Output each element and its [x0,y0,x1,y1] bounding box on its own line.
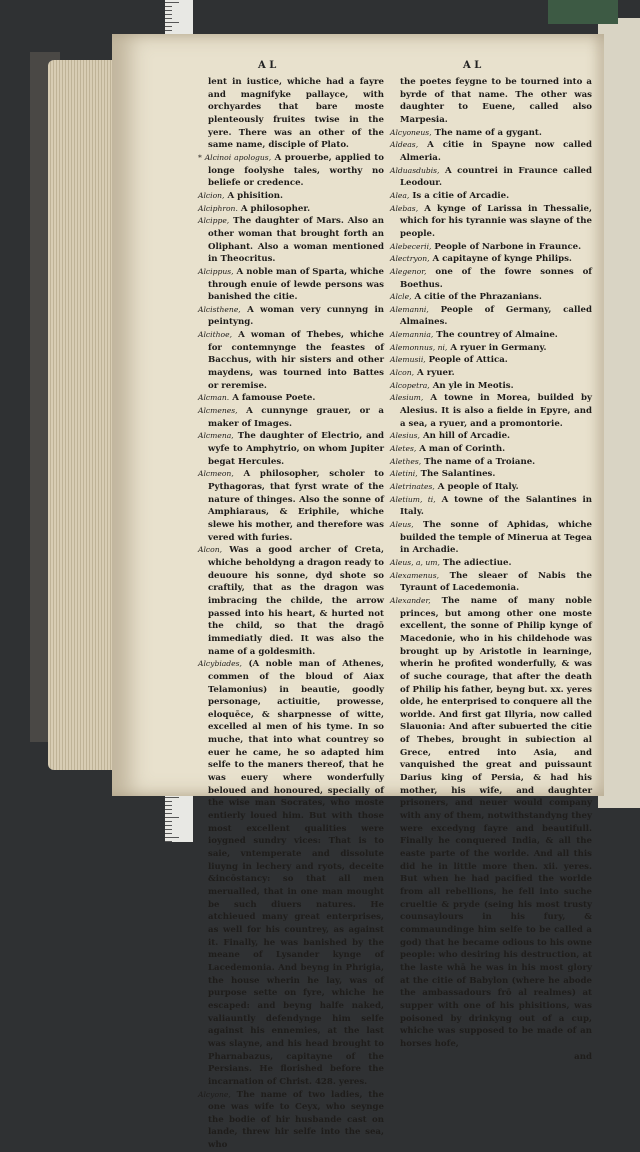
green-cloth [548,0,618,24]
entry-definition: People of Germany, called Almaines. [400,304,592,328]
entry-headword: Alcithoe, [198,330,233,340]
ruler-tick [165,837,179,838]
dictionary-entry [390,203,592,241]
entry-definition: The countrey of Almaine. [436,330,558,341]
dictionary-entry [390,329,592,342]
ruler-tick [165,2,179,3]
dictionary-entry [198,190,384,203]
entry-definition: A towne in Morea, builded by Alesius. It is also a fielde in Epyre, and a sea, a ryuer, and a promontorie. [400,393,593,429]
entry-definition: An hill of Arcadie. [422,431,511,442]
entry-headword: Alcmena, [198,431,234,441]
entry-headword: Alebecerii, [390,241,432,251]
entry-headword: Alegenor, [390,266,427,276]
entry-headword: Alcisthene, [198,304,241,314]
dictionary-entry [198,304,384,329]
entry-definition: A prouerbe, applied to longe foolyshe tales, worthy no beliefe or credence. [208,152,384,189]
ruler-tick [165,817,179,818]
ruler-tick [165,809,172,810]
dictionary-entry [390,392,592,430]
entry-definition: (A noble man of Athenes, commen of the bloud of Aiax Telamonius) in beautie, goodly personage, actiuitie, prowesse, eloquēce, & sharpnesse of witte, excelled al men of his tyme. In so muche, that into what countrey so euer he came, he so adapted him selfe to the maners thereof, that he was euery where wonderfully beloued and honoured, specially of the wise man Socrates, who moste entierly loued him. But with those most excellent qualities were ioygned sundry vices: That is to saie, vntemperate and dissolute liuyng in lechery and ryots, deceite &incōstancy: so that all men merualled, that in one man mought be such diuers natures. He atchieued many great enterprises, as well for his countrey, as against it. Finally, he was banished by the meane of Lysander kynge of Lacedemonia. And beyng in Phrigia, the house wherin he lay, was of purpose sette on fyre, whiche he escaped: and beyng halfe naked, valiauntly defendynge him selfe against his ennemies, at the last was slayne, and his head brought to Pharnabazus, capitayne of the Persians. He florished before the incarnation of Christ. 428. yeres. [208,659,384,1087]
ruler-tick [165,801,172,802]
entry-definition: The adiectiue. [442,557,512,568]
dictionary-entry [390,190,592,203]
ruler-tick [165,18,172,19]
ruler-tick [165,797,179,798]
entry-headword: Alcyoneus, [390,127,432,137]
entry-headword: Alexander, [390,595,431,605]
dictionary-entry [390,443,592,456]
entry-definition: A famouse Poete. [232,393,316,404]
entry-headword: Alesium, [390,393,424,403]
entry-definition: People of Narbone in Fraunce. [434,241,582,252]
entry-headword: Alebas, [390,203,419,213]
dictionary-entry [198,152,384,190]
dictionary-entry [390,139,592,164]
entry-definition: The name of many noble princes, but among other one moste excellent, the sonne of Philip kynge of Macedonie, who in his childehode was brought up by Aristotle in learninge, wherin he profited wonderfully, & was of suche courage, that after the death of Philip his father, beyng but. xx. yeres olde, he enterprised to conquere all the worlde. And first gat Illyria, now called Slauonia: And after subuerted the citie of Thebes, brought in subiection al Grece, entred into Asia, and vanquished the great and puissaunt Darius king of Persia, & had his mother, his wife, and daughter prisoners, and neuer would company with any of them, notwithstandyng they were excedyng fayre and beautifull. Finally he conquered India, & all the easte parte of the worlde. And all this did he in little more then. xii. yeres. But when he had pacified the worlde from all rebellions, he fell into suche crueltie & pryde (seing his most trusty counsaylours in his fury, & commaundinge him selfe to be called a god) that he became odious to his owne people: who desiring his destruction, at the laste whā he was in his most glory at the citie of Babylon (where he abode the ambassadours frō al realmes) at supper with one of his phisitions, was poisoned by drinkyng out of a cup, whiche was supposed to be made of an horses hofe, [400,595,592,1049]
entry-definition: Was a good archer of Creta, whiche beholdyng a dragon ready to deuoure his sonne, dyd shote so craftily, that as the dragon was imbracing the childe, the arrow passed into his heart, & hurted not the child, so that the dragō immediatly died. It was also the name of a goldesmith. [208,545,384,657]
entry-definition: The daughter of Electrio, and wyfe to Amphytrio, on whom Jupiter begat Hercules. [208,431,384,467]
right-column [390,76,592,1063]
entry-headword: Aletium, ti, [390,494,436,504]
entry-headword: Alcman. [198,393,230,403]
entry-definition: lent in iustice, whiche had a fayre and magnifyke pallayce, with orchyardes that bare moste plenteously fruites twise in the yere. There was an other of the same name, disciple of Plato. [208,77,384,151]
entry-definition: The name of a Troiane. [424,456,536,467]
catchword: and [574,1051,592,1062]
entry-headword: Alcippe, [198,216,230,226]
entry-headword: Alcle, [390,292,412,302]
dictionary-entry [390,557,592,570]
dictionary-entry [198,266,384,304]
entry-headword: Alcmenes, [198,406,238,416]
entry-headword: Aleus, a, um, [390,557,440,567]
entry-headword: Alcon, [390,368,415,378]
entry-definition: A people of Italy. [437,482,519,492]
entry-headword: Alemonnus, ni, [390,342,448,352]
dictionary-entry [390,519,592,557]
ruler-tick [165,30,172,31]
dictionary-entry [390,481,592,494]
dictionary-entry [198,329,384,392]
entry-definition: A towne of the Salantines in Italy. [400,494,592,518]
entry-definition: The sonne of Aphidas, whiche builded the temple of Minerua at Tegea in Archadie. [400,519,592,556]
entry-definition: A phisition. [227,190,283,201]
ruler-tick [165,14,172,15]
dictionary-entry [390,494,592,519]
entry-definition: A philosopher, scholer to Pythagoras, that fyrst wrate of the nature of thinges. Also the sonne of Amphiaraus, & Eriphile, whiche slewe his mother, and therefore was vered with furies. [208,469,384,543]
entry-headword: Alemusii, [390,355,426,365]
entry-headword: Alemanni, [390,304,429,314]
dictionary-entry [198,430,384,468]
right-column-entries [390,76,592,1051]
running-head-right: A L [463,60,482,71]
dictionary-entry [390,253,592,266]
entry-headword: Alectryon, [390,254,430,264]
entry-definition: A woman very cunnyng in peintyng. [208,304,384,328]
entry-headword: Alesius, [390,431,420,441]
dictionary-entry [390,165,592,190]
entry-headword: * Alcinoi apologus, [198,152,272,162]
entry-definition: The name of a gygant. [434,127,542,138]
entry-headword: Aletini, [390,469,418,479]
ruler-tick [165,825,172,826]
ruler-tick [165,10,172,11]
entry-definition: A capitayne of kynge Philips. [432,254,572,265]
entry-definition: A ryuer in Germany. [450,342,547,353]
entry-definition: the poetes feygne to be tourned into a byrde of that name. The other was daughter to Euene, called also Marpesia. [400,77,592,125]
entry-headword: Alea, [390,190,410,200]
ruler-tick [165,805,172,806]
entry-definition: A man of Corinth. [419,444,506,455]
entry-headword: Alduasdubis, [390,165,440,175]
ruler-bottom [165,795,193,842]
dictionary-entry [390,456,592,469]
ruler-tick [165,813,172,814]
entry-headword: Alcmeon, [198,469,234,479]
dictionary-entry [390,266,592,291]
ruler-tick [165,26,172,27]
entry-definition: The Salantines. [420,469,496,480]
dictionary-entry [198,215,384,266]
ruler-tick [165,829,172,830]
entry-headword: Alemannia, [390,330,434,340]
dictionary-entry [390,304,592,329]
entry-headword: Alcion, [198,190,225,200]
dictionary-entry [390,291,592,304]
entry-headword: Aletrinates, [390,482,435,491]
page-edges [48,60,120,770]
entry-definition: A citie in Spayne now called Almeria. [400,140,592,163]
entry-headword: Alethes, [390,456,422,466]
ruler-top [165,0,193,36]
ruler-tick [165,833,172,834]
left-column [198,76,384,1152]
entry-definition: People of Attica. [428,355,508,366]
entry-definition: A kynge of Larissa in Thessalie, which for his tyrannie was slayne of the people. [400,203,592,239]
dictionary-entry [198,658,384,1088]
entry-definition: A noble man of Sparta, whiche through enuie of lewde persons was banished the citie. [208,266,384,303]
entry-headword: Aleus, [390,519,414,529]
ruler-tick [165,821,172,822]
facing-page [598,18,640,808]
ruler-tick [165,22,179,23]
entry-definition: A cunnynge grauer, or a maker of Images. [208,406,385,429]
entry-definition: A woman of Thebes, whiche for contemnynge the feastes of Bacchus, with hir sisters and other maydens, was tourned into Battes or reremise. [208,330,384,391]
running-head-left: A L [258,60,277,71]
entry-definition: Is a citie of Arcadie. [412,190,510,201]
entry-definition: An yle in Meotis. [432,380,514,391]
dictionary-entry [198,544,384,658]
dictionary-entry [390,367,592,380]
entry-definition: The daughter of Mars. Also an other woman that brought forth an Oliphant. Also a woman mentioned in Theocritus. [208,216,384,265]
entry-definition: The sleaer of Nabis the Tyraunt of Lacedemonia. [400,570,592,594]
dictionary-entry [390,430,592,443]
entry-definition: A countrei in Fraunce called Leodour. [400,165,592,189]
entry-headword: Alcippus, [198,266,234,276]
dictionary-entry [390,127,592,140]
entry-definition: The name of two ladies, the one was wife to Ceyx, who seynge the bodie of hir husbande cast on lande, threw hir selfe into the sea, who [208,1089,384,1151]
ruler-tick [165,6,172,7]
entry-definition: one of the fowre sonnes of Boethus. [400,266,592,290]
entry-headword: Alcyone, [198,1089,231,1099]
dictionary-entry [198,392,384,405]
entry-headword: Aletes, [390,444,417,454]
dictionary-entry [390,76,592,127]
entry-headword: Alcopetra, [390,380,430,390]
entry-headword: Alcybiades, [198,659,242,669]
dictionary-entry [390,354,592,367]
dictionary-entry [390,570,592,595]
entry-definition: A citie of the Phrazanians. [414,292,542,303]
dictionary-entry [198,76,384,152]
entry-headword: Aldeas, [390,140,419,150]
entry-definition: A philosopher. [240,203,311,214]
dictionary-entry [198,1089,384,1152]
entry-definition: A ryuer. [417,368,455,379]
dictionary-entry [390,342,592,355]
dictionary-entry [390,468,592,481]
dictionary-entry [198,203,384,216]
dictionary-entry [390,380,592,393]
entry-headword: Alcon, [198,545,223,555]
entry-headword: Alciphron. [198,203,238,213]
dictionary-entry [390,241,592,254]
dictionary-entry [390,595,592,1051]
dictionary-entry [198,468,384,544]
entry-headword: Alexamenus, [390,570,440,580]
dictionary-entry [198,405,384,430]
